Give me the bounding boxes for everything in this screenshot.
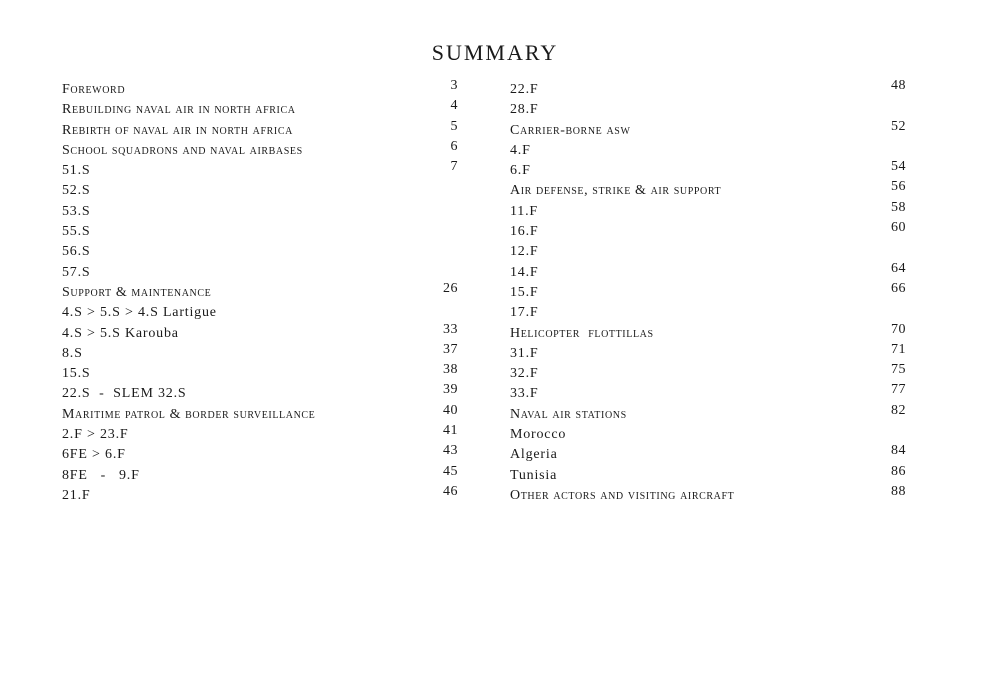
- toc-entry-page: 5: [450, 118, 458, 134]
- toc-entry-page: 56: [891, 179, 906, 195]
- toc-entry-page: 41: [443, 423, 458, 439]
- toc-entry-label: 16.F: [510, 224, 539, 240]
- toc-entry: [62, 402, 458, 425]
- toc-entry-page: 7: [450, 159, 458, 175]
- toc-entry: [62, 161, 458, 181]
- toc-entry-page: 77: [891, 382, 906, 398]
- toc-entry: [62, 303, 458, 323]
- toc-entry-label: 2.F > 23.F: [62, 427, 129, 443]
- toc-entry: [510, 303, 906, 323]
- toc-entry: [62, 118, 458, 141]
- toc-entry-page: 84: [891, 443, 906, 459]
- toc-entry-page: 40: [443, 402, 458, 418]
- toc-entry-label: Rebuilding naval air in north africa: [62, 102, 296, 118]
- toc-entry-label: 57.S: [62, 264, 91, 280]
- toc-entry-label: 4.S > 5.S Karouba: [62, 325, 179, 341]
- toc-entry-label: School squadrons and naval airbases: [62, 142, 303, 158]
- toc-entry: [510, 321, 906, 344]
- toc-entry-page: 82: [891, 402, 906, 418]
- toc-entry-label: Morocco: [510, 427, 567, 443]
- toc-entry-label: 21.F: [62, 487, 91, 503]
- toc-entry-label: 8.S: [62, 345, 83, 361]
- toc-entry: [62, 202, 458, 222]
- toc-entry: [62, 384, 458, 404]
- toc-entry-label: Air defense, strike & air support: [510, 183, 722, 199]
- toc-entry-label: 11.F: [510, 203, 538, 219]
- toc-entry-page: 86: [891, 463, 906, 479]
- toc-left-column: [62, 80, 458, 506]
- toc-entry: [510, 100, 906, 120]
- toc-entry-page: 70: [891, 321, 906, 337]
- toc-entry-page: 64: [891, 260, 906, 276]
- toc-entry-label: Tunisia: [510, 467, 558, 483]
- toc-entry: [62, 100, 458, 120]
- toc-entry-page: 88: [891, 483, 906, 499]
- toc-entry: [62, 181, 458, 201]
- toc-entry: [62, 263, 458, 283]
- toc-entry-label: 12.F: [510, 244, 539, 260]
- toc-entry-label: 51.S: [62, 163, 91, 179]
- toc-entry-page: 48: [891, 78, 906, 93]
- toc-entry-page: 52: [891, 118, 906, 134]
- toc-entry-page: 71: [891, 341, 906, 357]
- toc-entry: [510, 280, 906, 303]
- page-title: SUMMARY: [431, 40, 559, 65]
- toc-entry: [62, 138, 458, 161]
- toc-entry: [510, 80, 906, 100]
- toc-entry: [62, 445, 458, 465]
- toc-entry: [510, 260, 906, 283]
- toc-entry-label: Other actors and visiting aircraft: [510, 487, 735, 503]
- toc-entry: [510, 341, 906, 364]
- toc-entry-label: 22.S - SLEM 32.S: [62, 386, 187, 402]
- toc-entry: [62, 321, 458, 344]
- toc-entry-page: 46: [443, 483, 458, 499]
- toc-entry-page: 4: [450, 98, 458, 114]
- toc-entry-label: 52.S: [62, 183, 91, 199]
- toc-entry-label: Carrier-borne asw: [510, 122, 631, 138]
- toc-entry-page: 58: [891, 199, 906, 215]
- toc-entry-label: 22.F: [510, 82, 539, 97]
- toc-entry-label: 17.F: [510, 305, 539, 321]
- toc-right-column: [510, 80, 906, 506]
- toc-entry-label: Naval air stations: [510, 406, 627, 422]
- toc-entry: [510, 463, 906, 486]
- toc-entry-label: 32.F: [510, 366, 539, 382]
- toc-entry-label: Maritime patrol & border surveillance: [62, 406, 316, 422]
- toc-entry-page: 3: [450, 78, 458, 93]
- toc-entry-page: 39: [443, 382, 458, 398]
- toc-entry-page: 37: [443, 341, 458, 357]
- toc-entry: [62, 425, 458, 445]
- toc-entry-page: 45: [443, 463, 458, 479]
- toc-entry-page: 38: [443, 362, 458, 378]
- toc-entry: [62, 80, 458, 100]
- toc-entry-label: 55.S: [62, 224, 91, 240]
- toc-entry-label: 33.F: [510, 386, 539, 402]
- toc-entry-label: 4.S > 5.S > 4.S Lartigue: [62, 305, 217, 321]
- toc-entry: [62, 242, 458, 262]
- toc-entry-label: Foreword: [62, 82, 126, 97]
- toc-entry-page: 54: [891, 159, 906, 175]
- toc-entry-label: Algeria: [510, 447, 558, 463]
- toc-entry-page: 26: [443, 280, 458, 296]
- toc-entry-label: 8FE - 9.F: [62, 467, 140, 483]
- toc-entry-label: 14.F: [510, 264, 539, 280]
- toc-entry-label: 15.F: [510, 284, 539, 300]
- toc-entry-label: 31.F: [510, 345, 539, 361]
- toc-entry-label: Helicopter flottillas: [510, 325, 654, 341]
- toc-entry-label: 56.S: [62, 244, 91, 260]
- toc-entry: [510, 118, 906, 141]
- toc-entry: [510, 445, 906, 465]
- toc-entry: [510, 141, 906, 161]
- toc-entry-page: 43: [443, 443, 458, 459]
- toc-entry: [510, 402, 906, 425]
- toc-entry-label: 53.S: [62, 203, 91, 219]
- toc-entry: [62, 364, 458, 384]
- toc-entry-label: Rebirth of naval air in north africa: [62, 122, 293, 138]
- toc-entry-page: 60: [891, 220, 906, 236]
- toc-entry: [510, 181, 906, 201]
- toc-entry-label: 6.F: [510, 163, 531, 179]
- toc-entry-label: 6FE > 6.F: [62, 447, 126, 463]
- toc-entry: [62, 280, 458, 303]
- toc-entry: [62, 463, 458, 486]
- toc-entry: [510, 242, 906, 262]
- toc-entry: [510, 199, 906, 222]
- toc-entry: [510, 425, 906, 445]
- toc-entry-label: 15.S: [62, 366, 91, 382]
- toc-entry: [510, 483, 906, 506]
- toc-entry-label: Support & maintenance: [62, 284, 212, 300]
- toc-entry: [510, 364, 906, 384]
- toc-entry-page: 66: [891, 280, 906, 296]
- toc-entry: [62, 341, 458, 364]
- toc-entry-page: 33: [443, 321, 458, 337]
- toc-entry-page: 75: [891, 362, 906, 378]
- toc-entry-label: 4.F: [510, 142, 531, 158]
- toc-entry-label: 28.F: [510, 102, 539, 118]
- toc-entry: [510, 222, 906, 242]
- toc-entry-page: 6: [450, 138, 458, 154]
- toc-entry: [510, 384, 906, 404]
- toc-entry: [62, 483, 458, 506]
- toc-entry: [62, 222, 458, 242]
- toc-entry: [510, 161, 906, 181]
